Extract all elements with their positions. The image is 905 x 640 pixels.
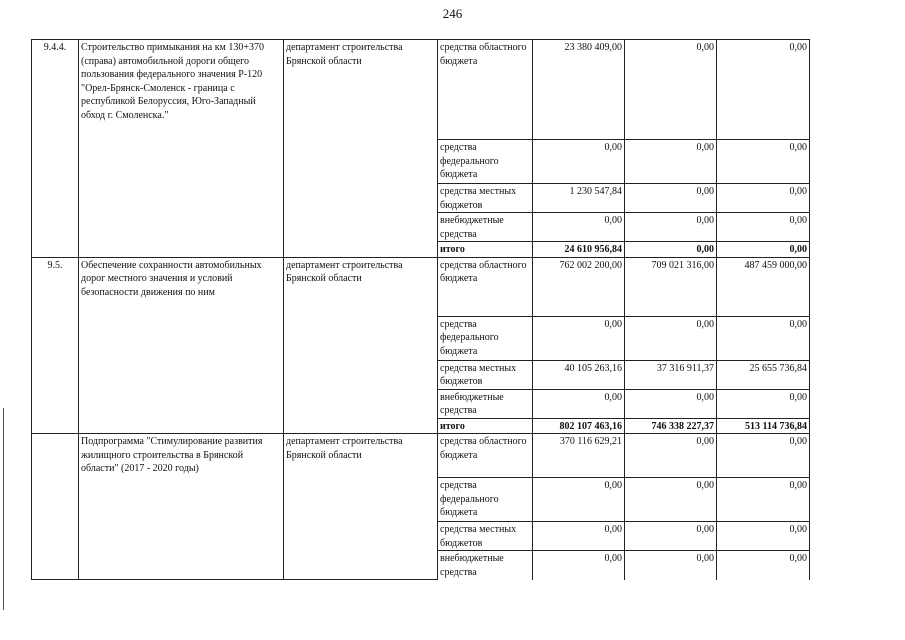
funding-source: средства областного бюджета — [438, 434, 533, 478]
amount-2018: 23 380 409,00 — [533, 40, 625, 140]
amount-2020: 0,00 — [717, 40, 810, 140]
amount-2019: 0,00 — [625, 40, 717, 140]
row-code: 9.4.4. — [32, 40, 79, 258]
amount-2020: 513 114 736,84 — [717, 418, 810, 434]
amount-2018: 40 105 263,16 — [533, 360, 625, 389]
amount-2020: 0,00 — [717, 184, 810, 213]
amount-2020: 0,00 — [717, 316, 810, 360]
row-description: Строительство примыкания на км 130+370 (справа) автомобильной дороги общего пользования федерального значения Р-120 "Орел-Брянск-Смоленск - граница с республикой Белоруссия, Юго-Западный обход г. Смоленска." — [79, 40, 284, 258]
amount-2019: 0,00 — [625, 522, 717, 551]
table-row — [32, 40, 810, 140]
amount-2020: 0,00 — [717, 478, 810, 522]
row-description: Подпрограмма "Стимулирование развития жилищного строительства в Брянской области" (2017 - 2020 годы) — [79, 434, 284, 580]
funding-source: средства федерального бюджета — [438, 140, 533, 184]
amount-2018: 0,00 — [533, 316, 625, 360]
amount-2020: 0,00 — [717, 389, 810, 418]
amount-2018: 0,00 — [533, 213, 625, 242]
amount-2019: 0,00 — [625, 551, 717, 580]
amount-2018: 802 107 463,16 — [533, 418, 625, 434]
funding-source: средства местных бюджетов — [438, 522, 533, 551]
amount-2018: 0,00 — [533, 478, 625, 522]
amount-2019: 0,00 — [625, 242, 717, 258]
amount-2018: 0,00 — [533, 389, 625, 418]
table-row — [32, 434, 810, 478]
amount-2019: 0,00 — [625, 434, 717, 478]
amount-2020: 0,00 — [717, 551, 810, 580]
amount-2019: 37 316 911,37 — [625, 360, 717, 389]
funding-source: средства областного бюджета — [438, 40, 533, 140]
page-number: 246 — [442, 6, 463, 21]
row-code: 9.5. — [32, 257, 79, 434]
funding-source: средства областного бюджета — [438, 257, 533, 316]
table-row — [32, 257, 810, 316]
row-description: Обеспечение сохранности автомобильных дорог местного значения и условий безопасности движения по ним — [79, 257, 284, 434]
funding-source: итого — [438, 418, 533, 434]
row-executor: департамент строительства Брянской области — [284, 434, 438, 580]
amount-2018: 0,00 — [533, 551, 625, 580]
amount-2018: 0,00 — [533, 522, 625, 551]
amount-2020: 25 655 736,84 — [717, 360, 810, 389]
row-executor: департамент строительства Брянской области — [284, 40, 438, 258]
amount-2020: 0,00 — [717, 140, 810, 184]
funding-source: средства местных бюджетов — [438, 360, 533, 389]
amount-2020: 0,00 — [717, 213, 810, 242]
amount-2019: 0,00 — [625, 184, 717, 213]
amount-2018: 0,00 — [533, 140, 625, 184]
amount-2018: 1 230 547,84 — [533, 184, 625, 213]
amount-2020: 487 459 000,00 — [717, 257, 810, 316]
amount-2018: 370 116 629,21 — [533, 434, 625, 478]
funding-source: внебюджетные средства — [438, 551, 533, 580]
funding-source: внебюджетные средства — [438, 213, 533, 242]
amount-2019: 0,00 — [625, 478, 717, 522]
amount-2020: 0,00 — [717, 242, 810, 258]
amount-2020: 0,00 — [717, 434, 810, 478]
amount-2018: 762 002 200,00 — [533, 257, 625, 316]
budget-table — [31, 39, 810, 580]
amount-2019: 709 021 316,00 — [625, 257, 717, 316]
amount-2019: 746 338 227,37 — [625, 418, 717, 434]
funding-source: средства местных бюджетов — [438, 184, 533, 213]
funding-source: итого — [438, 242, 533, 258]
amount-2019: 0,00 — [625, 213, 717, 242]
amount-2019: 0,00 — [625, 316, 717, 360]
scan-margin-line — [3, 408, 4, 610]
amount-2019: 0,00 — [625, 389, 717, 418]
row-code — [32, 434, 79, 580]
funding-source: средства федерального бюджета — [438, 316, 533, 360]
funding-source: внебюджетные средства — [438, 389, 533, 418]
row-executor: департамент строительства Брянской области — [284, 257, 438, 434]
funding-source: средства федерального бюджета — [438, 478, 533, 522]
amount-2018: 24 610 956,84 — [533, 242, 625, 258]
amount-2019: 0,00 — [625, 140, 717, 184]
amount-2020: 0,00 — [717, 522, 810, 551]
